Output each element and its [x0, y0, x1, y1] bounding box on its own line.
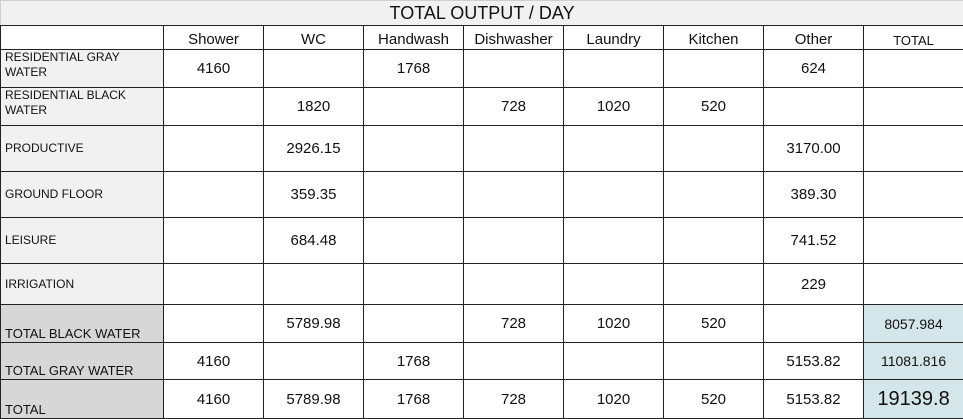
table-cell: 1820: [264, 88, 364, 126]
table-cell: [164, 172, 264, 218]
row-label: RESIDENTIAL GRAY WATER: [1, 50, 164, 88]
table-cell: [164, 264, 264, 305]
column-header-total: TOTAL: [864, 26, 963, 50]
table-cell: [764, 88, 864, 126]
total-cell: 11081.816: [864, 343, 963, 380]
table-row-total: [1, 380, 963, 419]
row-label: IRRIGATION: [1, 264, 164, 305]
table-cell: 3170.00: [764, 126, 864, 172]
row-label: TOTAL BLACK WATER: [1, 305, 164, 343]
column-header-wc: WC: [264, 26, 364, 50]
table-cell: [864, 264, 963, 305]
table-cell: 624: [764, 50, 864, 88]
table-row-irrigation: [1, 264, 963, 305]
table-cell: [864, 218, 963, 264]
table-cell: 4160: [164, 380, 264, 419]
table-cell: [564, 126, 664, 172]
corner-cell: [1, 26, 164, 50]
table-cell: 1020: [564, 305, 664, 343]
row-label: LEISURE: [1, 218, 164, 264]
table-cell: [164, 218, 264, 264]
table-cell: [664, 50, 764, 88]
column-header-kitchen: Kitchen: [664, 26, 764, 50]
table-cell: 728: [464, 380, 564, 419]
table-row-productive: [1, 126, 963, 172]
table-cell: [464, 264, 564, 305]
column-header-dishwasher: Dishwasher: [464, 26, 564, 50]
table-cell: 684.48: [264, 218, 364, 264]
table-row-total-black-water: [1, 305, 963, 343]
total-cell: 8057.984: [864, 305, 963, 343]
table-cell: [264, 343, 364, 380]
table-cell: 2926.15: [264, 126, 364, 172]
row-label: TOTAL: [1, 380, 164, 419]
table-cell: 520: [664, 380, 764, 419]
table-cell: 1020: [564, 88, 664, 126]
table-cell: [664, 218, 764, 264]
table-cell: 1768: [364, 380, 464, 419]
table-cell: 728: [464, 305, 564, 343]
table-cell: [764, 305, 864, 343]
table-cell: [864, 88, 963, 126]
row-label: TOTAL GRAY WATER: [1, 343, 164, 380]
table-cell: [564, 172, 664, 218]
row-label: RESIDENTIAL BLACK WATER: [1, 88, 164, 126]
table-cell: 741.52: [764, 218, 864, 264]
table-cell: [564, 264, 664, 305]
table-cell: [464, 218, 564, 264]
table-title: TOTAL OUTPUT / DAY: [1, 1, 963, 26]
table-cell: [164, 305, 264, 343]
table-cell: [464, 172, 564, 218]
table-cell: [664, 172, 764, 218]
table-cell: [464, 343, 564, 380]
table-cell: [164, 126, 264, 172]
table-cell: 1768: [364, 50, 464, 88]
table-cell: [664, 126, 764, 172]
table-cell: 520: [664, 88, 764, 126]
column-header-other: Other: [764, 26, 864, 50]
table-cell: 5153.82: [764, 380, 864, 419]
table-row-leisure: [1, 218, 963, 264]
table-cell: [164, 88, 264, 126]
table-cell: 520: [664, 305, 764, 343]
table-cell: 4160: [164, 50, 264, 88]
table-cell: [264, 264, 364, 305]
table-cell: 5789.98: [264, 380, 364, 419]
table-cell: [664, 343, 764, 380]
table-cell: 5153.82: [764, 343, 864, 380]
row-label: PRODUCTIVE: [1, 126, 164, 172]
table-cell: [364, 305, 464, 343]
column-header-laundry: Laundry: [564, 26, 664, 50]
table-row-total-gray-water: [1, 343, 963, 380]
table-cell: [864, 126, 963, 172]
table-cell: 359.35: [264, 172, 364, 218]
table-cell: 1020: [564, 380, 664, 419]
table-cell: [464, 126, 564, 172]
table-cell: [864, 50, 963, 88]
column-header-handwash: Handwash: [364, 26, 464, 50]
table-cell: [564, 50, 664, 88]
table-cell: [664, 264, 764, 305]
table-cell: [364, 218, 464, 264]
table-cell: [464, 50, 564, 88]
grand-total-cell: 19139.8: [864, 380, 963, 419]
table-cell: 389.30: [764, 172, 864, 218]
table-row-residential-black-water: [1, 88, 963, 126]
table-cell: [564, 343, 664, 380]
table-cell: [364, 264, 464, 305]
table-row-residential-gray-water: [1, 50, 963, 88]
table-cell: 728: [464, 88, 564, 126]
column-header-shower: Shower: [164, 26, 264, 50]
row-label: GROUND FLOOR: [1, 172, 164, 218]
table-cell: [864, 172, 963, 218]
table-cell: [264, 50, 364, 88]
table-cell: [564, 218, 664, 264]
table-cell: [364, 126, 464, 172]
table-row-ground-floor: [1, 172, 963, 218]
table-cell: 229: [764, 264, 864, 305]
table-cell: [364, 88, 464, 126]
table-cell: [364, 172, 464, 218]
table-cell: 1768: [364, 343, 464, 380]
table-cell: 5789.98: [264, 305, 364, 343]
table-cell: 4160: [164, 343, 264, 380]
